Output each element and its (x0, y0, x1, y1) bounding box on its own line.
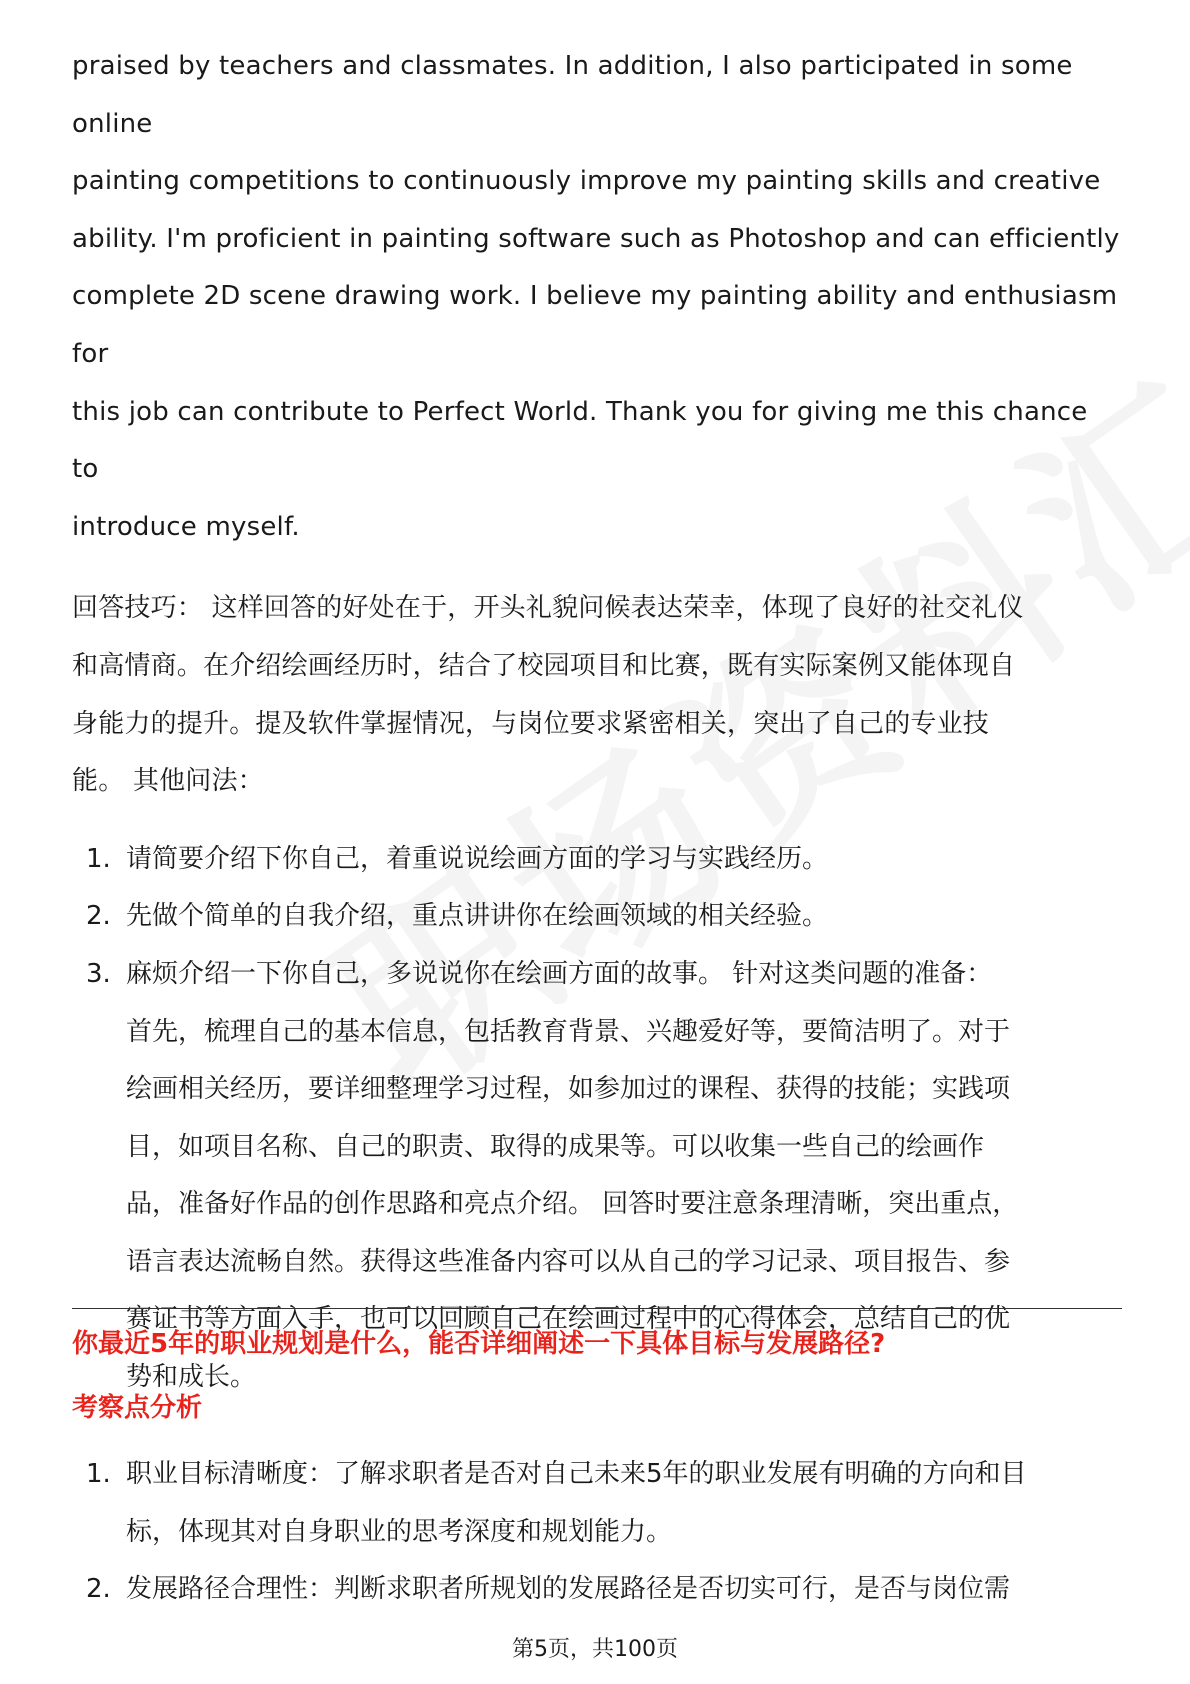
list-item: 3. 麻烦介绍一下你自己，多说说你在绘画方面的故事。 针对这类问题的准备： 首先，梳理自己的基本信息，包括教育背景、兴趣爱好等，要简洁明了。对于 绘画相关经历，要详细整理学习过程，如参加过的课程、获得的技能；实践项 目，如项目名称、自己的职责、取得的成果等。可以收集一些自己的绘画作 品，准备好作品的创作思路和亮点介绍。 回答时要注意条理清晰，突出重点， 语言表达流畅自然。获得这些准备内容可以从自己的学习记录、项目报告、参 赛证书等方面入手，也可以回顾自己在绘画过程中的心得体会，总结自己的优 势和成长。 (86, 958, 1019, 1393)
answer-tips-paragraph: 回答技巧： 这样回答的好处在于，开头礼貌问候表达荣幸，体现了良好的社交礼仪 和高情商。在介绍绘画经历时，结合了校园项目和比赛，既有实际案例又能体现自 身能力的提升。提及软件掌握情况，与岗位要求紧密相关，突出了自己的专业技 能。 其他问法： (72, 593, 1024, 797)
list-item: 1. 职业目标清晰度：了解求职者是否对自己未来5年的职业发展有明确的方向和目 标，体现其对自身职业的思考深度和规划能力。 (86, 1459, 1027, 1547)
section-divider (72, 1308, 1122, 1309)
intro-paragraph: praised by teachers and classmates. In addition, I also participated in some online painting competitions to continuously improve my painting skills and creative ability. I'm proficient in painting software such as Photoshop and can efficiently complete 2D scene drawing work. I believe my painting ability and enthusiasm for this job can contribute to Perfect World. Thank you for giving me this chance to introduce myself. (72, 51, 1120, 542)
analysis-heading: 考察点分析 (72, 1393, 203, 1423)
analysis-points-list (72, 1446, 1122, 1619)
question-title: 你最近5年的职业规划是什么，能否详细阐述一下具体目标与发展路径? (72, 1329, 886, 1359)
list-item: 2. 发展路径合理性：判断求职者所规划的发展路径是否切实可行，是否与岗位需 (86, 1574, 1011, 1605)
alternative-questions-list (72, 831, 1122, 1407)
page-footer: 第5页，共100页 (512, 1637, 678, 1662)
main-content (72, 38, 1122, 1407)
list-item: 2. 先做个简单的自我介绍，重点讲讲你在绘画领域的相关经验。 (86, 901, 829, 932)
list-item: 1. 请简要介绍下你自己，着重说说绘画方面的学习与实践经历。 (86, 843, 829, 874)
